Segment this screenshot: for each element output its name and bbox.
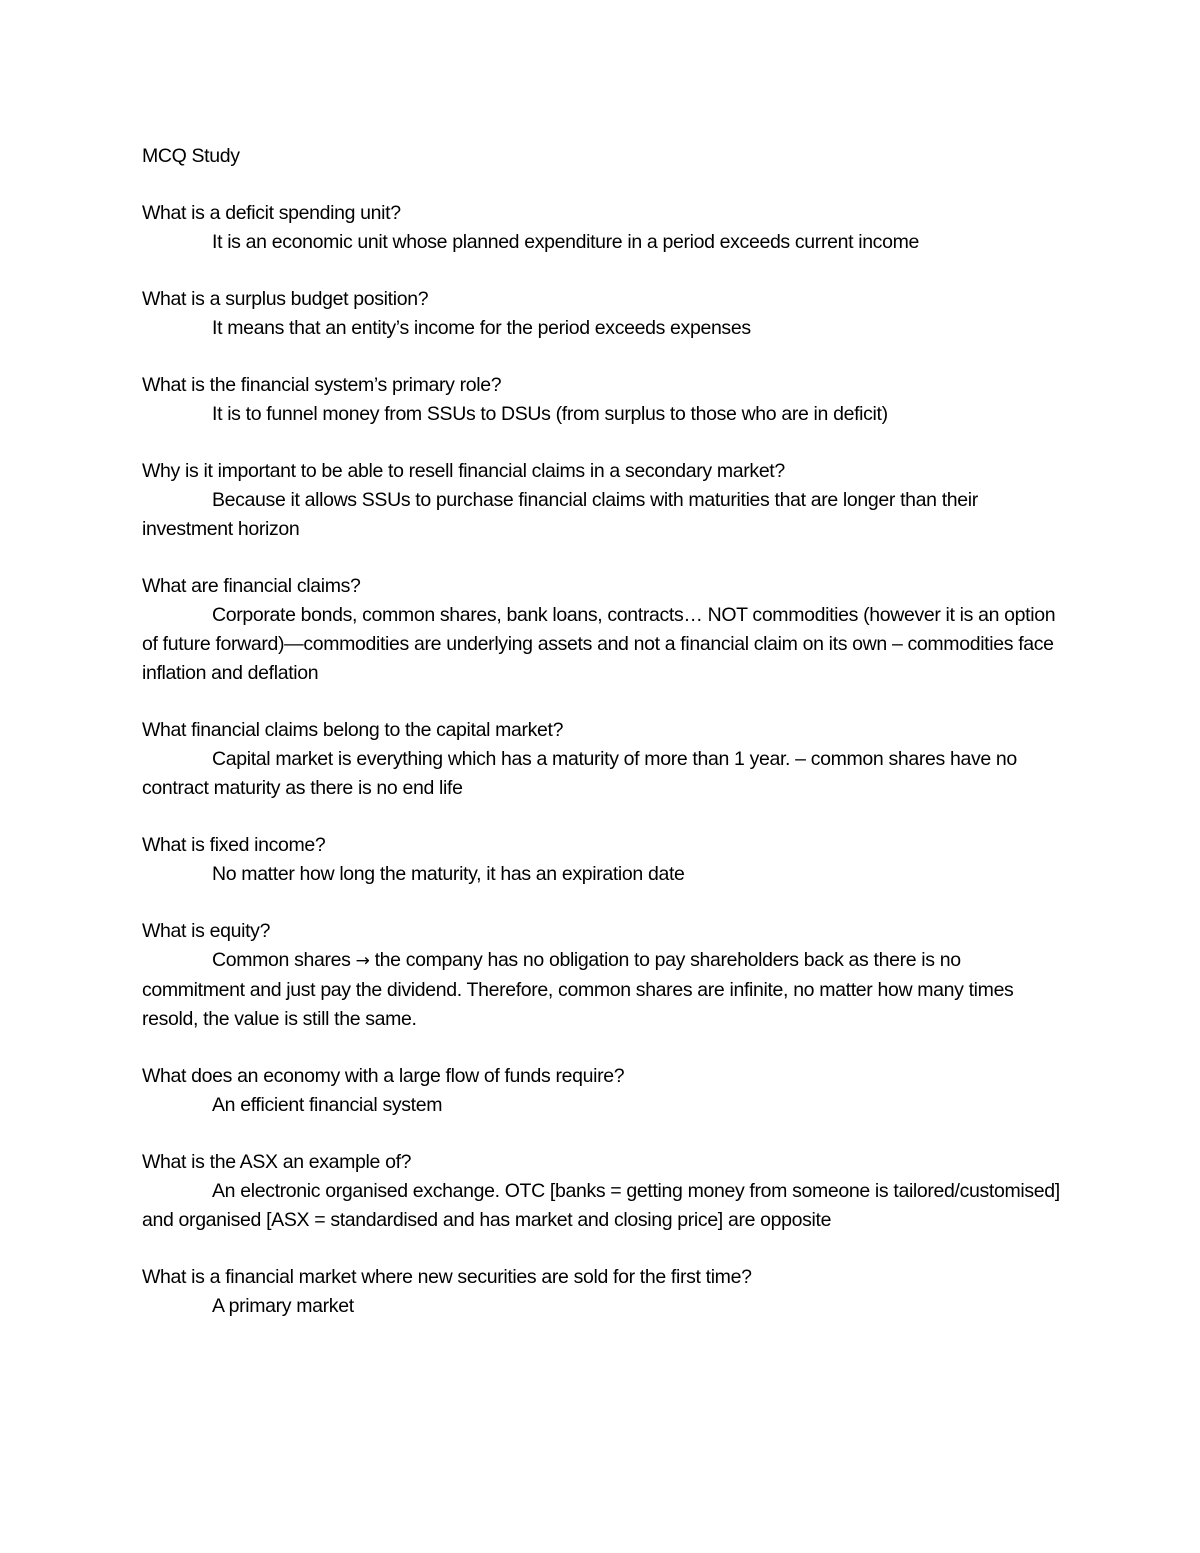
answer-text-end: the company has no obligation to pay shareholders back as there is no commitment and just pay the dividend. Therefore, common shares are infinite, no matter how many times resold, the value is still the same. [142, 949, 1014, 1030]
question-text: What does an economy with a large flow of funds require? [142, 1065, 625, 1087]
qa-item [142, 716, 1060, 803]
answer-text-start: Common shares [212, 949, 351, 971]
question-text: What is the ASX an example of? [142, 1151, 412, 1173]
qa-item [142, 285, 1060, 343]
answer-text: An efficient financial system [212, 1094, 443, 1116]
qa-item [142, 831, 1060, 889]
answer-text: An electronic organised exchange. OTC [banks = getting money from someone is tailored/customised] and organised [ASX = standardised and has market and closing price] are opposite [142, 1180, 1060, 1231]
answer-text: No matter how long the maturity, it has an expiration date [212, 863, 685, 885]
question-text: Why is it important to be able to resell financial claims in a secondary market? [142, 460, 785, 482]
qa-item [142, 572, 1060, 688]
answer-text: Because it allows SSUs to purchase financial claims with maturities that are longer than their investment horizon [142, 489, 978, 540]
question-text: What is a financial market where new securities are sold for the first time? [142, 1266, 752, 1288]
arrow-right-icon: → [355, 951, 370, 971]
qa-item [142, 1263, 1060, 1321]
qa-item [142, 1062, 1060, 1120]
question-text: What is a deficit spending unit? [142, 202, 401, 224]
question-text: What is the financial system’s primary role? [142, 374, 502, 396]
answer-text: It is to funnel money from SSUs to DSUs (from surplus to those who are in deficit) [212, 403, 888, 425]
qa-item [142, 917, 1060, 1034]
qa-item [142, 457, 1060, 544]
question-text: What financial claims belong to the capital market? [142, 719, 564, 741]
answer-text: It is an economic unit whose planned expenditure in a period exceeds current income [212, 231, 919, 253]
qa-item [142, 199, 1060, 257]
answer-text: Capital market is everything which has a maturity of more than 1 year. – common shares have no contract maturity as there is no end life [142, 748, 1017, 799]
question-text: What is a surplus budget position? [142, 288, 429, 310]
question-text: What are financial claims? [142, 575, 361, 597]
document-title: MCQ Study [142, 145, 240, 167]
answer-text: Corporate bonds, common shares, bank loans, contracts… NOT commodities (however it is an option of future forward)—commodities are underlying assets and not a financial claim on its own – commodities face inflation and deflation [142, 604, 1056, 684]
answer-text: It means that an entity’s income for the period exceeds expenses [212, 317, 751, 339]
question-text: What is fixed income? [142, 834, 326, 856]
qa-item [142, 1148, 1060, 1235]
document-body [142, 142, 1060, 1349]
answer-text: A primary market [212, 1295, 354, 1317]
answer-text [142, 946, 1060, 1034]
question-text: What is equity? [142, 920, 271, 942]
qa-item [142, 371, 1060, 429]
